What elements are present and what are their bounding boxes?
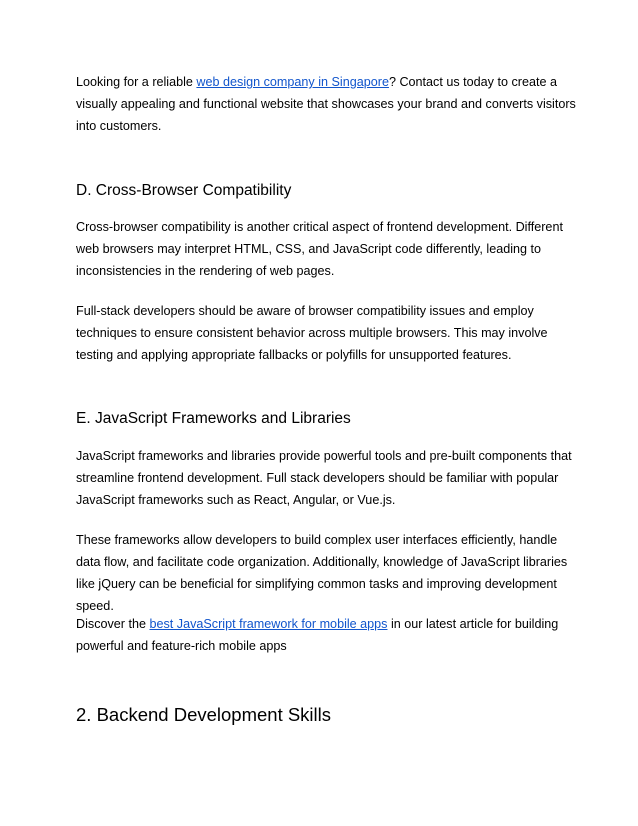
section-2-heading: 2. Backend Development Skills: [76, 704, 332, 725]
intro-text-before: Looking for a reliable: [76, 75, 197, 89]
discover-text-after: in our latest article for building powerful and feature-rich mobile apps: [76, 617, 559, 653]
section-e-paragraph-1: JavaScript frameworks and libraries provide powerful tools and pre-built components that streamline frontend development. Full stack developers should be familiar with popular JavaScript frameworks such as React, Angular, or Vue.js.: [76, 449, 572, 507]
section-e-heading: E. JavaScript Frameworks and Libraries: [76, 410, 351, 427]
discover-text-before: Discover the: [76, 617, 150, 631]
web-design-company-link[interactable]: web design company in Singapore: [196, 75, 389, 89]
section-d-paragraph-1: Cross-browser compatibility is another critical aspect of frontend development. Different web browsers may interpret HTML, CSS, and JavaScript code differently, leading to inconsistencies in the rendering of web pages.: [76, 220, 563, 278]
best-js-framework-link[interactable]: best JavaScript framework for mobile apps: [149, 617, 388, 631]
section-d-paragraph-2: Full-stack developers should be aware of browser compatibility issues and employ techniques to ensure consistent behavior across multiple browsers. This may involve testing and applying appropriate fallbacks or polyfills for unsupported features.: [76, 304, 548, 362]
section-d-heading: D. Cross-Browser Compatibility: [76, 182, 292, 199]
section-e-paragraph-3: [76, 613, 576, 657]
intro-paragraph: [76, 71, 576, 137]
section-e-paragraph-2: These frameworks allow developers to build complex user interfaces efficiently, handle data flow, and facilitate code organization. Additionally, knowledge of JavaScript libraries like jQuery can be beneficial for simplifying common tasks and improving development speed.: [76, 533, 568, 613]
intro-text-after: ? Contact us today to create a visually appealing and functional website that showcases your brand and converts visitors into customers.: [76, 75, 576, 133]
